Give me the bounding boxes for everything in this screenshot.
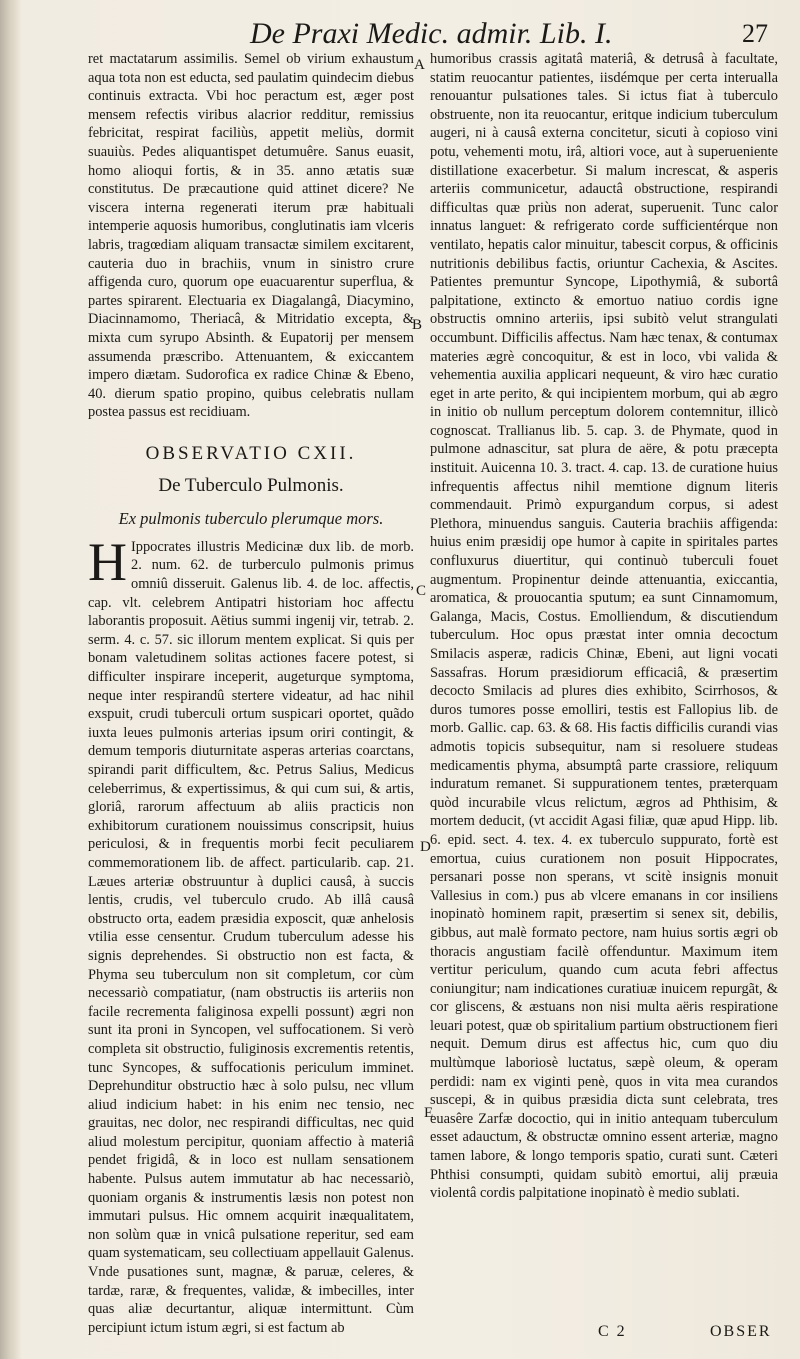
right-paragraph: humoribus crassis agitatâ materiâ, & detrusâ à facultate, statim reuocantur patientes, iisdémque per certa interualla renouantur pulsationes tales. Si ictus fiat à tuberculo obstruente, non ita reuocantur, eritque indicium tuberculum augeri, ni à causâ externa concitetur, sicuti à copioso vini potu, vehementi motu, irâ, altiori voce, aut à superueniente distillatione exacerbetur. Si malum increscat, & asperis arteriis communicetur, adauctâ obstructione, respirandi difficultas quæ priùs non aderat, superuenit. Tunc calor innatus languet: & refrigerato corde sufficientérque non ventilato, hepatis calor minuitur, tabescit corpus, & officinis nutritionis debilibus factis, oriuntur Cachexia, & Ascites. Patientes premuntur Syncope, Lipothymiâ, & subortâ palpitatione, extincto & emortuo natiuo cordis igne obstructis omnino arteriis, ipsi subitò velut strangulati occumbunt. Difficilis affectus. Nam hæc tenax, & contumax materies ægrè concoquitur, & est in loco, vbi valida & vehementia auxilia applicari nequeunt, & viro hæc curatio eget in arte perito, & qui incipientem morbum, qui ab ægro in initio ob nullum perceptum dolorem contemnitur, illicò cognoscat. Trallianus lib. 5. cap. 3. de Phymate, quod in pulmone adnascitur, sat plura de aëre, & potu præcepta instituit. Auicenna 10. 3. tract. 4. cap. 13. de curatione huius infrequentis affectus nihil memtione dignum literis commendauit. Primò expurgandum corpus, si adest Plethora, minuendus sanguis. Cauteria brachiis affigenda: huius enim præsidij ope humor à capite in spiritales partes confluxurus diuertitur, qui continuò tuberculi fouet augmentum. Propinentur deinde attenuantia, exiccantia, aromatica, & prouocantia sputum; ea sunt Cinnamomum, Galanga, Macis, Costus. Emolliendum, & discutiendum tuberculum. Hoc opus præstat inter omnia decoctum Smilacis asperæ, radicis Chinæ, Ebeni, aut ligni vocati Sassafras. Horum præsidiorum efficaciâ, & præsertim decocto Smilacis ad plures dies exhibito, Scirrhosos, & duros tumores posse emolliri, testis est Fallopius lib. de morb. Gallic. cap. 63. & 68. His factis difficilis curandi vias admotis topicis subsequitur, nam si resoluere studeas medicamentis phyma, absumptâ parte crassiore, reliquum induratum remanet. Si suppurationem tentes, præterquam quòd incurabile vlcus relictum, ægros ad Phthisim, & mortem deducit, (vt accidit Agasi filiæ, quæ apud Hipp. lib. 6. epid. sect. 4. tex. 4. ex tuberculo suppurato, fortè est emortua, cuius curationem non posuit Hippocrates, persanari posse non sperans, vt scitè insignis monuit Vallesius in com.) pus ab vlcere emanans in cor insiliens inopinatò hominem rapit, præsertim si senex sit, debilis, gibbus, aut malè formato pectore, nam huius sortis ægri ob thoracis angustiam facilè offenduntur. Maximum item vertitur periculum, quando cum acuta febri affectus coniungitur; nam indicationes curatiuæ inuicem repurgãt, & cor gliscens, & æstuans non nisi multa aëris respiratione leuari potest, quæ ob spiritalium partium obstructionem fieri nequit. Demum dirus est affectus hic, cum quo diu multùmque laboriosè luctatus, sæpè oleum, & operam perdidi: nam ex viginti penè, quos in vita mea curandos suscepi, & in quibus præsidia dicta sunt celebrata, tres euasêre Zarfæ dococtio, qui in initio antequam tuberculum esset adauctum, & obstructæ omnino essent arteriæ, magno tamen labore, & longo temporis spatio, curati sunt. Cæteri Phthisi consumpti, quidam subitò emortui, alij præuia violentâ cordis palpitatione inopinatò è medio sublati. [430,51,778,1202]
margin-letter-a: A [414,57,425,73]
running-head: De Praxi Medic. admir. Lib. I. [250,17,613,50]
binding-gutter [0,0,22,1359]
drop-cap: H [88,531,127,592]
margin-letter-c: C [416,583,427,599]
left-paragraph-continuation: ret mactatarum assimilis. Semel ob virium exhaustum aqua tota non est educta, sed paulatim quindecim diebus continuis extracta. Vbi hoc peractum est, æger post mensem refectis viribus alacrior redditur, remissius febricitat, respirat faciliùs, appetit meliùs, dormit suauiùs. Pedes aliquantispet detumuêre. Sanus euasit, homo alioqui fortis, & in 35. anno ætatis suæ constitutus. De præcautione quid attinet dicere? Ne viscera interna regenerati iterum præ habituali intemperie aquosis humoribus, conglutinatis iam vlceris labris, tragœdiam aliquam transactæ similem excitarent, cauteria duo in brachiis, vnum in sinistro crure affigenda curo, quorum ope euacuarentur superflua, & partes spirarent. Electuaria ex Diagalangâ, Diacymino, Diacinnamomo, Theriacâ, & Mitridatio excepta, & mixta cum syrupo Absinth. & Eupatorij per mensem assumenda præscribo. Attenuantem, & exiccantem impero diætam. Sudorofica ex radice Chinæ & Ebeno, 40. dierum spatio propino, quibus celebratis nullam postea passus est recidiuam. [88,51,414,421]
signature-mark: C 2 [598,1323,627,1340]
observation-body-text: Ippocrates illustris Medicinæ dux lib. de morb. 2. num. 62. de turberculo pulmonis primus omniû disseruit. Galenus lib. 4. de loc. affectis, cap. vlt. celebrem Antipatri historiam hoc affectu laborantis proposuit. Aëtius summi ingenij vir, tetrab. 2. serm. 4. c. 57. sic illorum mentem explicat. Si quis per bonam valetudinem solitas actiones facere potest, si difficulter inspirare inceperit, augeturque symptoma, neque inter respirandû stertere videatur, ad hac nihil exspuit, crudi tuberculi ortum suspicari oportet, quãdo iuxta leues pulmonis arterias ipsum oriri contingit, & demum temporis diuturnitate asperas arterias coarctans, spirandi parit difficultem, &c. Petrus Salius, Medicus celeberrimus, & expertissimus, & qui cum sui, & artis, gloriâ, rarorum affectuum ab aliis practicis non exhibitorum curationem nouissimus conscripsit, huius periculosi, & in frequentis morbi fecit peculiarem commemorationem lib. de affect. particularib. cap. 21. Læues arteriæ obstruuntur à duplici causâ, à succis lentis, crudis, vel tuberculo crudo. Ab illâ causâ obstructo orta, eadem præsidia exposcit, quæ anhelosis vtilia esse censentur. Crudum tuberculum adesse his signis deprehendes. Si obstructio non est facta, & Phyma seu tuberculum non sit completum, cor cùm necessariò compatiatur, (nam obstructis iis arteriis non facile recrementa faliginosa expelli possunt) ægri non sunt ita proni in Syncopen, vel suffocationem. Si verò completa sit obstructio, fuliginosis excrementis retentis, tunc Syncopes, & suffocationis periculum imminet. Deprehunditur obstructio hæc à solo pulsu, nec vllum aliud indicium habet: in his enim nec tensio, nec grauitas, nec dolor, nec respirandi difficultas, nec quid aliud molestum percipitur, quoniam affectio à materiâ pendet frigidâ, & in loco est nullam sensationem habente. Pulsus autem immutatur ab hac necessariò, quoniam organis & instrumentis læsis non potest non immutari pulsus. Hic omnem acquirit inæqualitatem, non solùm quæ in vnicâ pulsatione reperitur, sed eam quam systematicam, seu collectiuam appellauit Galenus. Vnde pusationes sunt, magnæ, & paruæ, celeres, & tardæ, raræ, & frequentes, validæ, & imbecilles, inter quas aliæ decurtantur, aliquæ intermittunt. Cùm percipiunt ictum istum ægri, si est factum ab [88,538,414,1336]
observation-title: OBSERVATIO CXII. [145,442,357,464]
catchword: OBSER [710,1323,772,1340]
margin-letter-d: D [420,839,431,855]
right-column [430,50,778,1203]
margin-letter-e: E [424,1105,434,1121]
observation-subtitle: De Tuberculo Pulmonis. [158,474,344,496]
margin-letter-b: B [412,317,423,333]
page-number: 27 [742,19,768,48]
observation-body [88,531,414,1338]
observation-motto: Ex pulmonis tuberculo plerumque mors. [118,508,384,528]
left-column [88,50,414,1337]
